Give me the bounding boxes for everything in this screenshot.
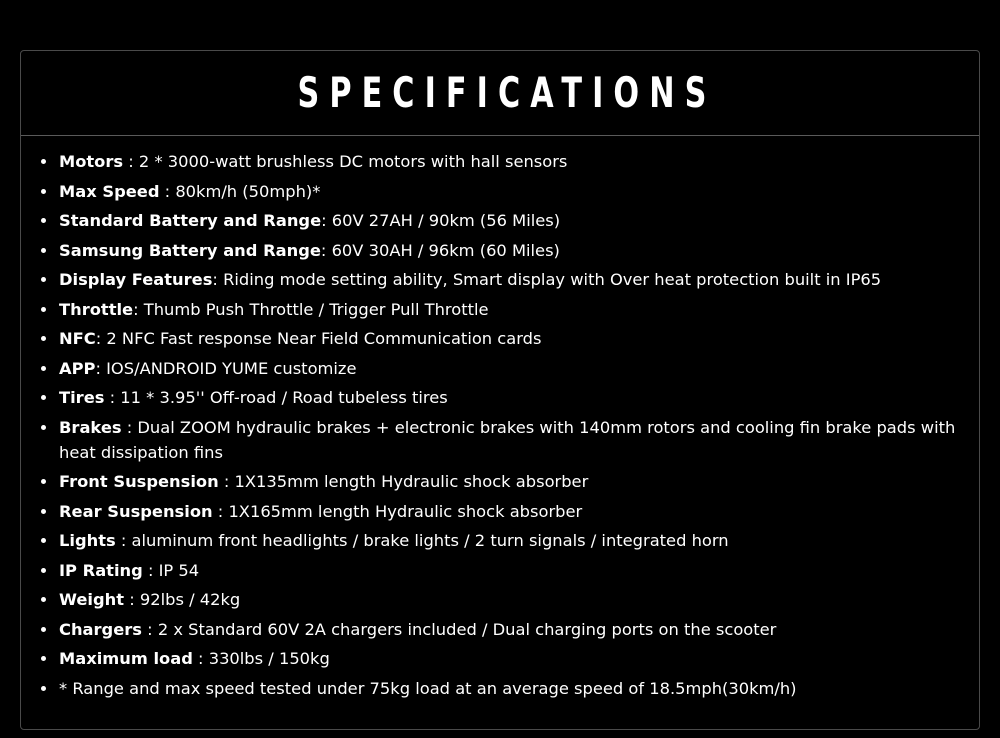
spec-item (21, 646, 979, 671)
spec-item (21, 267, 979, 292)
spec-list (21, 136, 979, 701)
bullet-icon (41, 277, 46, 282)
spec-item (21, 326, 979, 351)
spec-item (21, 149, 979, 174)
spec-value: : 80km/h (50mph)* (159, 181, 321, 201)
spec-label: Rear Suspension (59, 501, 213, 521)
bullet-icon (41, 248, 46, 253)
spec-value: : IP 54 (142, 560, 200, 580)
spec-label: NFC (59, 329, 96, 348)
spec-label: Front Suspension (59, 472, 219, 491)
spec-value: * Range and max speed tested under 75kg load at an average speed of 18.5mph(30km/h) (59, 678, 797, 698)
spec-item (21, 208, 979, 233)
spec-value: : IOS/ANDROID YUME customize (95, 358, 357, 378)
bullet-icon (41, 395, 46, 400)
bullet-icon (41, 656, 46, 661)
spec-label: Weight (59, 590, 125, 609)
bullet-icon (41, 425, 46, 430)
bullet-icon (41, 336, 46, 341)
spec-value: : Dual ZOOM hydraulic brakes + electronic brakes with 140mm rotors and cooling fin brake pads with heat dissipation fins (59, 417, 956, 462)
bullet-icon (41, 366, 46, 371)
spec-label: Brakes (59, 417, 122, 437)
spec-value: : 2 x Standard 60V 2A chargers included / Dual charging ports on the scooter (141, 619, 777, 639)
bullet-icon (41, 479, 46, 484)
spec-item (21, 415, 979, 465)
spec-value: : 2 NFC Fast response Near Field Communication cards (95, 329, 542, 348)
spec-item (21, 238, 979, 263)
spec-label: APP (59, 358, 96, 378)
spec-label: Maximum load (59, 649, 193, 668)
spec-value: : 11 * 3.95'' Off-road / Road tubeless tires (104, 388, 448, 407)
spec-label: Chargers (59, 619, 142, 639)
bullet-icon (41, 218, 46, 223)
spec-value: : Riding mode setting ability, Smart display with Over heat protection built in IP65 (212, 270, 882, 289)
bullet-icon (41, 568, 46, 573)
spec-value: : 1X135mm length Hydraulic shock absorber (218, 472, 589, 491)
spec-item (21, 469, 979, 494)
spec-item (21, 385, 979, 410)
spec-value: : 1X165mm length Hydraulic shock absorber (212, 501, 583, 521)
spec-item (21, 528, 979, 553)
spec-item (21, 356, 979, 381)
spec-label: Standard Battery and Range (59, 211, 322, 230)
spec-label: Samsung Battery and Range (59, 240, 321, 260)
spec-item (21, 587, 979, 612)
spec-label: Tires (59, 388, 105, 407)
bullet-icon (41, 538, 46, 543)
spec-value: : aluminum front headlights / brake lights / 2 turn signals / integrated horn (115, 531, 729, 550)
spec-label: Motors (59, 152, 124, 171)
spec-label: IP Rating (59, 560, 143, 580)
spec-label: Throttle (59, 299, 134, 319)
spec-item (21, 499, 979, 524)
bullet-icon (41, 597, 46, 602)
bullet-icon (41, 307, 46, 312)
page-title: SPECIFICATIONS (297, 68, 717, 117)
panel-header (21, 51, 979, 136)
spec-item (21, 558, 979, 583)
spec-value: : 330lbs / 150kg (192, 649, 330, 668)
spec-label: Max Speed (59, 181, 160, 201)
bullet-icon (41, 509, 46, 514)
spec-item (21, 179, 979, 204)
spec-value: : 2 * 3000-watt brushless DC motors with hall sensors (123, 152, 568, 171)
bullet-icon (41, 159, 46, 164)
spec-label: Lights (59, 531, 116, 550)
spec-label: Display Features (59, 270, 213, 289)
spec-value: : Thumb Push Throttle / Trigger Pull Throttle (133, 299, 489, 319)
bullet-icon (41, 627, 46, 632)
spec-value: : 92lbs / 42kg (124, 590, 241, 609)
specifications-panel (20, 50, 980, 730)
spec-item (21, 617, 979, 642)
spec-item (21, 676, 979, 701)
spec-item (21, 297, 979, 322)
bullet-icon (41, 686, 46, 691)
spec-value: : 60V 30AH / 96km (60 Miles) (320, 240, 560, 260)
spec-value: : 60V 27AH / 90km (56 Miles) (321, 211, 561, 230)
bullet-icon (41, 189, 46, 194)
